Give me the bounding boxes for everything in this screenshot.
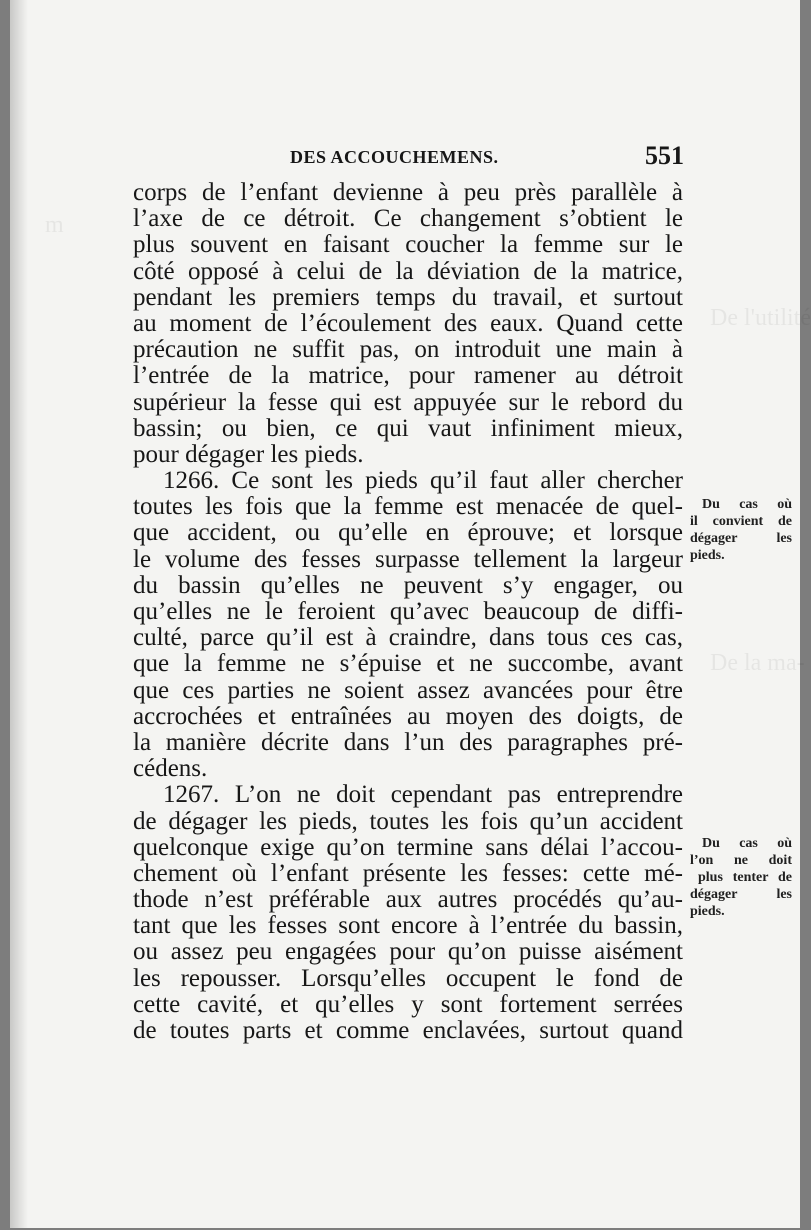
text-line: que la femme ne s’épuise et ne succombe, avant	[133, 650, 683, 678]
margin-note-line: pieds.	[690, 904, 725, 919]
margin-note-line: dégager les	[690, 531, 792, 546]
text-line: de toutes parts et comme enclavées, surtout quand	[133, 1017, 683, 1044]
text-line: du bassin qu’elles ne peuvent s’y engager, ou	[133, 571, 683, 599]
text-line: corps de l’enfant devienne à peu près parallèle à	[133, 179, 683, 206]
show-through-text: m	[45, 212, 64, 238]
text-line: l’axe de ce détroit. Ce changement s’obtient le	[133, 205, 683, 233]
text-line: de dégager les pieds, toutes les fois qu’un accident	[133, 807, 683, 835]
margin-note-feet	[690, 496, 792, 564]
text-line: cette cavité, et qu’elles y sont fortement serrées	[133, 990, 683, 1018]
text-line: côté opposé à celui de la déviation de la matrice,	[133, 257, 683, 285]
paragraph-start-1267: 1267. L’on ne doit cependant pas entreprendre	[163, 781, 683, 809]
text-line: toutes les fois que la femme est menacée de quel-	[133, 493, 683, 521]
text-line: précaution ne suffit pas, on introduit une main à	[133, 336, 683, 364]
margin-note-line: pieds.	[690, 548, 725, 563]
text-line: supérieur la fesse qui est appuyée sur le rebord du	[133, 388, 683, 416]
show-through-text: De la ma-	[710, 650, 805, 676]
text-line: pendant les premiers temps du travail, et surtout	[133, 283, 683, 311]
margin-note-line: Du cas où	[702, 836, 792, 851]
page-number: 551	[645, 141, 684, 170]
book-page	[10, 0, 811, 1228]
margin-note-line: il convient de	[690, 514, 792, 529]
text-line: quelconque exige qu’on termine sans délai l’accou-	[133, 833, 683, 861]
margin-notes	[10, 0, 800, 1228]
text-line: accrochées et entraînées au moyen des doigts, de	[133, 702, 683, 730]
text-line: que ces parties ne soient assez avancées pour être	[133, 676, 683, 704]
margin-note-line: Du cas où	[702, 497, 792, 512]
margin-note-line: l’on ne doit	[690, 853, 792, 868]
text-line: thode n’est préférable aux autres procédés qu’au-	[133, 886, 683, 914]
text-line: tant que les fesses sont encore à l’entrée du bassin,	[133, 912, 683, 940]
text-line: bassin; ou bien, ce qui vaut infiniment mieux,	[133, 414, 683, 442]
text-line: pour dégager les pieds.	[133, 440, 364, 468]
margin-note-line: plus tenter de	[698, 870, 792, 885]
paragraph-start-1266: 1266. Ce sont les pieds qu’il faut aller chercher	[163, 467, 683, 495]
text-line: les repousser. Lorsqu’elles occupent le fond de	[133, 964, 683, 992]
running-head: DES ACCOUCHEMENS.	[290, 147, 499, 167]
text-line: chement où l’enfant présente les fesses: cette mé-	[133, 859, 683, 887]
margin-note-no-feet	[690, 835, 792, 920]
margin-note-line: dégager les	[690, 887, 792, 902]
text-line: plus souvent en faisant coucher la femme sur le	[133, 231, 683, 259]
text-line: cédens.	[133, 755, 208, 783]
text-line: au moment de l’écoulement des eaux. Quand cette	[133, 309, 683, 337]
text-line: qu’elles ne le feroient qu’avec beaucoup de diffi-	[133, 598, 683, 625]
text-line: le volume des fesses surpasse tellement la largeur	[133, 545, 683, 573]
text-line: l’entrée de la matrice, pour ramener au détroit	[133, 362, 683, 390]
text-line: la manière décrite dans l’un des paragraphes pré-	[133, 728, 683, 756]
text-line: que accident, ou qu’elle en éprouve; et lorsque	[133, 519, 683, 547]
text-line: ou assez peu engagées pour qu’on puisse aisément	[133, 938, 683, 966]
show-through-text: De l'utilité	[710, 305, 811, 331]
text-line: culté, parce qu’il est à craindre, dans tous ces cas,	[133, 624, 683, 652]
